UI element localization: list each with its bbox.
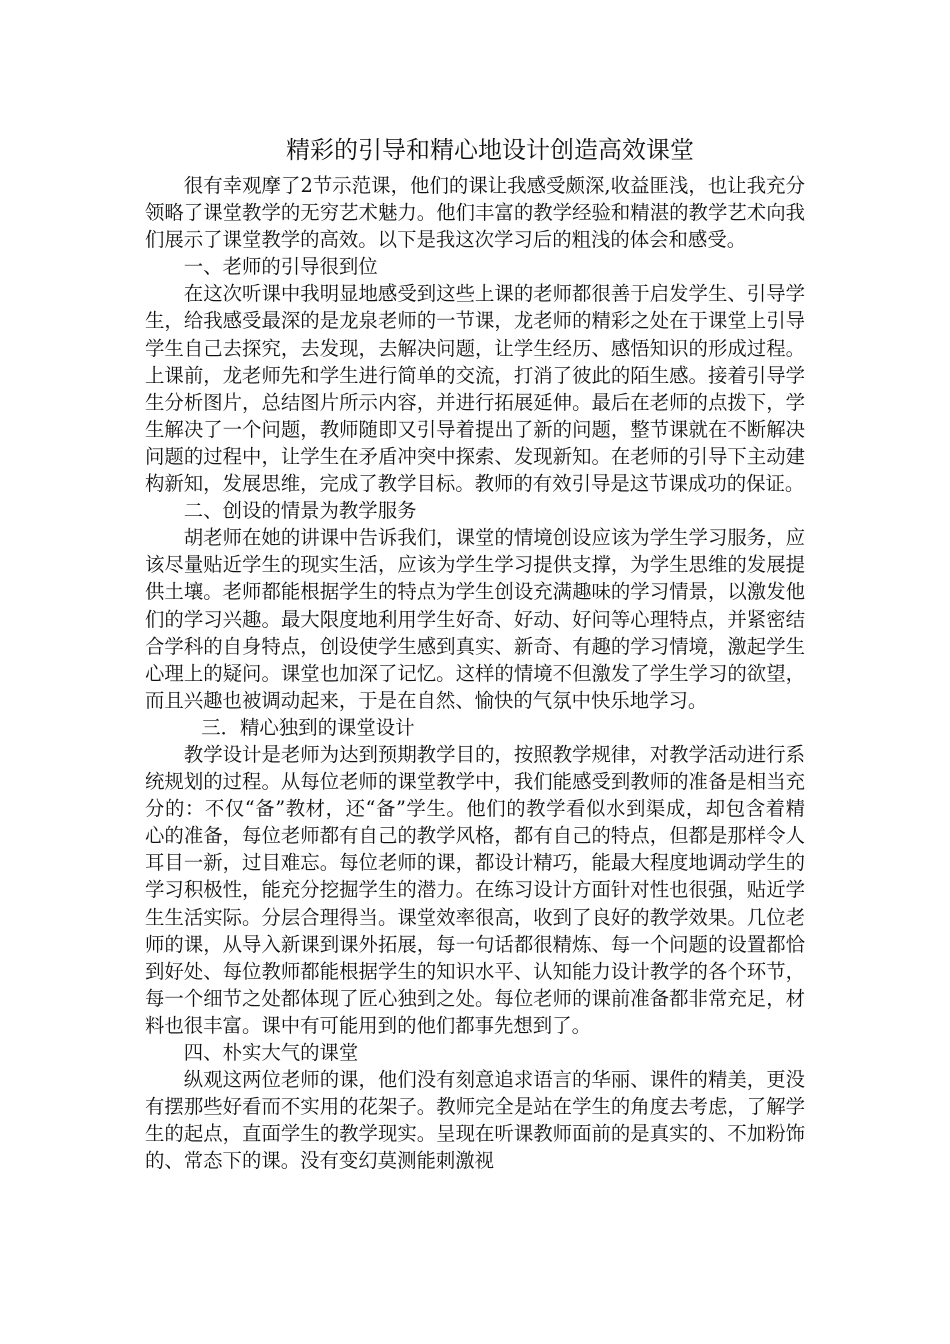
paragraph-section-1: 在这次听课中我明显地感受到这些上课的老师都很善于启发学生、引导学生，给我感受最深的是龙泉老师的一节课，龙老师的精彩之处在于课堂上引导学生自己去探究，去发现，去解决问题，让学生经历、感悟知识的形成过程。上课前，龙老师先和学生进行简单的交流，打消了彼此的陌生感。接着引导学生分析图片，总结图片所示内容，并进行拓展延伸。最后在老师的点拨下，学生解决了一个问题，教师随即又引导着提出了新的问题，整节课就在不断解决问题的过程中，让学生在矛盾冲突中探索、发现新知。在老师的引导下主动建构新知，发展思维，完成了教学目标。教师的有效引导是这节课成功的保证。 (145, 282, 805, 496)
paragraph-intro: 很有幸观摩了2节示范课，他们的课让我感受颇深,收益匪浅，也让我充分领略了课堂教学的无穷艺术魅力。他们丰富的教学经验和精湛的教学艺术向我们展示了课堂教学的高效。以下是我这次学习后的粗浅的体会和感受。 (145, 174, 805, 252)
document-page (145, 128, 805, 1174)
section-heading-3: 三．精心独到的课堂设计 (201, 715, 415, 739)
section-heading-2: 二、创设的情景为教学服务 (183, 499, 417, 523)
section-heading-4: 四、朴实大气的课堂 (183, 1041, 359, 1064)
paragraph-section-3: 教学设计是老师为达到预期教学目的，按照教学规律，对教学活动进行系统规划的过程。从每位老师的课堂教学中，我们能感受到教师的准备是相当充分的：不仅“备”教材，还“备”学生。他们的教学看似水到渠成，却包含着精心的准备，每位老师都有自己的教学风格，都有自己的特点，但都是那样令人耳目一新，过目难忘。每位老师的课，都设计精巧，能最大程度地调动学生的学习积极性，能充分挖掘学生的潜力。在练习设计方面针对性也很强，贴近学生生活实际。分层合理得当。课堂效率很高，收到了良好的教学效果。几位老师的课，从导入新课到课外拓展，每一句话都很精炼、每一个问题的设置都恰到好处、每位教师都能根据学生的知识水平、认知能力设计教学的各个环节，每一个细节之处都体现了匠心独到之处。每位老师的课前准备都非常充足，材料也很丰富。课中有可能用到的他们都事先想到了。 (145, 742, 805, 1037)
document-title: 精彩的引导和精心地设计创造高效课堂 (286, 136, 694, 164)
paragraph-section-2: 胡老师在她的讲课中告诉我们，课堂的情境创设应该为学生学习服务，应该尽量贴近学生的现实生活，应该为学生学习提供支撑，为学生思维的发展提供土壤。老师都能根据学生的特点为学生创设充满趣味的学习情景，以激发他们的学习兴趣。最大限度地利用学生好奇、好动、好问等心理特点，并紧密结合学科的自身特点，创设使学生感到真实、新奇、有趣的学习情境，激起学生心理上的疑问。课堂也加深了记忆。这样的情境不但激发了学生学习的欲望，而且兴趣也被调动起来，于是在自然、愉快的气氛中快乐地学习。 (145, 526, 805, 712)
paragraph-section-4: 纵观这两位老师的课，他们没有刻意追求语言的华丽、课件的精美，更没有摆那些好看而不实用的花架子。教师完全是站在学生的角度去考虑，了解学生的起点，直面学生的教学现实。呈现在听课教师面前的是真实的、不加粉饰的、常态下的课。没有变幻莫测能刺激视 (145, 1068, 805, 1173)
section-heading-1: 一、老师的引导很到位 (183, 255, 378, 279)
